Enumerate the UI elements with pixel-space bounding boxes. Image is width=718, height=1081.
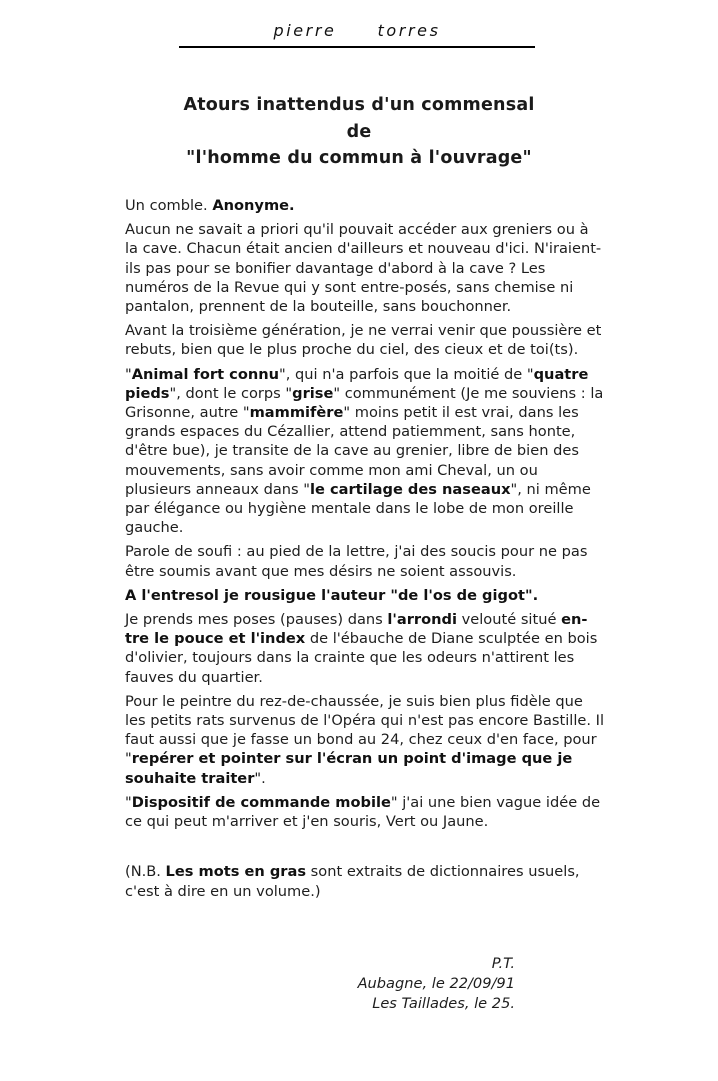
title-line-1: Atours inattendus d'un commensal — [183, 95, 535, 115]
text-run: " j'ai une bien vague idée de ce qui peut m'arriver et j'en souris, Vert ou Jaune. — [125, 793, 601, 831]
text-run: ", ni même par élégance ou hygiène mentale dans le lobe de mon oreille gauche. — [125, 480, 591, 537]
paragraph — [125, 220, 605, 316]
spacer — [125, 836, 605, 862]
bold-term: en-tre le pouce et l'index — [125, 611, 588, 648]
text-run: ", qui n'a parfois que la moitié de " — [279, 365, 534, 383]
text-run: Je prends mes poses (pauses) dans — [125, 611, 388, 629]
text-run: " moins petit il est vrai, dans les grands espaces du Cézallier, attend patiemment, sans honte, d'être bue), je transite de la cave au grenier, libre de bien des mouvements, sans avoir comme mon ami Cheval, un ou plusieurs anneaux dans " — [125, 404, 579, 498]
signature-initials: P.T. — [491, 955, 515, 972]
bold-term: Les mots en gras — [165, 863, 307, 881]
text-run: Parole de soufi : au pied de la lettre, j'ai des soucis pour ne pas être soumis avant que mes désirs ne soient assouvis. — [125, 543, 588, 580]
bold-term: le cartilage des naseaux — [310, 480, 511, 498]
bold-term: mammifère — [249, 404, 344, 422]
text-run: " communément (Je me souviens : la Grisonne, autre " — [125, 384, 604, 422]
bold-term: repérer et pointer sur l'écran un point d'image que je souhaite traiter — [125, 750, 573, 787]
paragraph — [125, 542, 605, 580]
author-name: pierre torres — [273, 21, 441, 40]
text-run: sont extraits de dictionnaires usuels, c'est à dire en un volume.) — [125, 863, 580, 900]
paragraph — [125, 321, 605, 359]
document-body — [125, 196, 605, 906]
text-run: Avant la troisième génération, je ne verrai venir que poussière et rebuts, bien que le plus proche du ciel, des cieux et de toi(ts). — [125, 322, 602, 359]
paragraph — [125, 692, 605, 788]
signature-place-date-1: Aubagne, le 22/09/91 — [357, 975, 515, 992]
paragraph — [125, 610, 605, 687]
bold-term: A l'entresol je rousigue l'auteur "de l'os de gigot". — [125, 586, 539, 604]
text-run: " — [125, 365, 132, 383]
title-line-3: "l'homme du commun à l'ouvrage" — [186, 148, 532, 168]
text-run: (N.B. — [125, 863, 166, 881]
text-run: de l'ébauche de Diane sculptée en bois d'olivier, toujours dans la crainte que les odeurs n'attirent les fauves du quartier. — [125, 630, 598, 686]
text-run: ", dont le corps " — [169, 384, 293, 402]
bold-term: l'arrondi — [387, 611, 457, 629]
bold-term: Dispositif de commande mobile — [131, 793, 391, 811]
paragraph — [125, 365, 605, 538]
text-run: " — [125, 793, 132, 811]
paragraph — [125, 586, 605, 605]
header-rule — [179, 46, 535, 48]
footnote — [125, 862, 605, 900]
title-line-2: de — [346, 121, 372, 142]
text-run: velouté situé — [457, 611, 562, 629]
signature-block — [358, 954, 515, 1014]
text-run: Aucun ne savait a priori qu'il pouvait accéder aux greniers ou à la cave. Chacun était ancien d'ailleurs et nouveau d'ici. N'iraient-ils pas pour se bonifier davantage d'abord à la cave ? Les numéros de la Revue qui y sont entre-posés, sans chemise ni pantalon, prennent de la bouteille, sans bouchonner. — [125, 221, 602, 316]
paragraph — [125, 793, 605, 831]
text-run: Un comble. — [125, 197, 213, 214]
bold-term: Animal fort connu — [131, 365, 280, 383]
bold-term: Anonyme. — [212, 197, 295, 214]
text-run: Pour le peintre du rez-de-chaussée, je suis bien plus fidèle que les petits rats survenus de l'Opéra qui n'est pas encore Bastille. Il faut aussi que je fasse un bond au 24, chez ceux d'en face, pour " — [125, 692, 605, 768]
text-run: ". — [254, 769, 266, 787]
document-title — [120, 92, 598, 172]
paragraph — [125, 196, 605, 215]
bold-term: quatre pieds — [125, 365, 589, 402]
page-header — [179, 18, 535, 48]
bold-term: grise — [292, 384, 334, 402]
signature-place-date-2: Les Taillades, le 25. — [372, 995, 515, 1012]
